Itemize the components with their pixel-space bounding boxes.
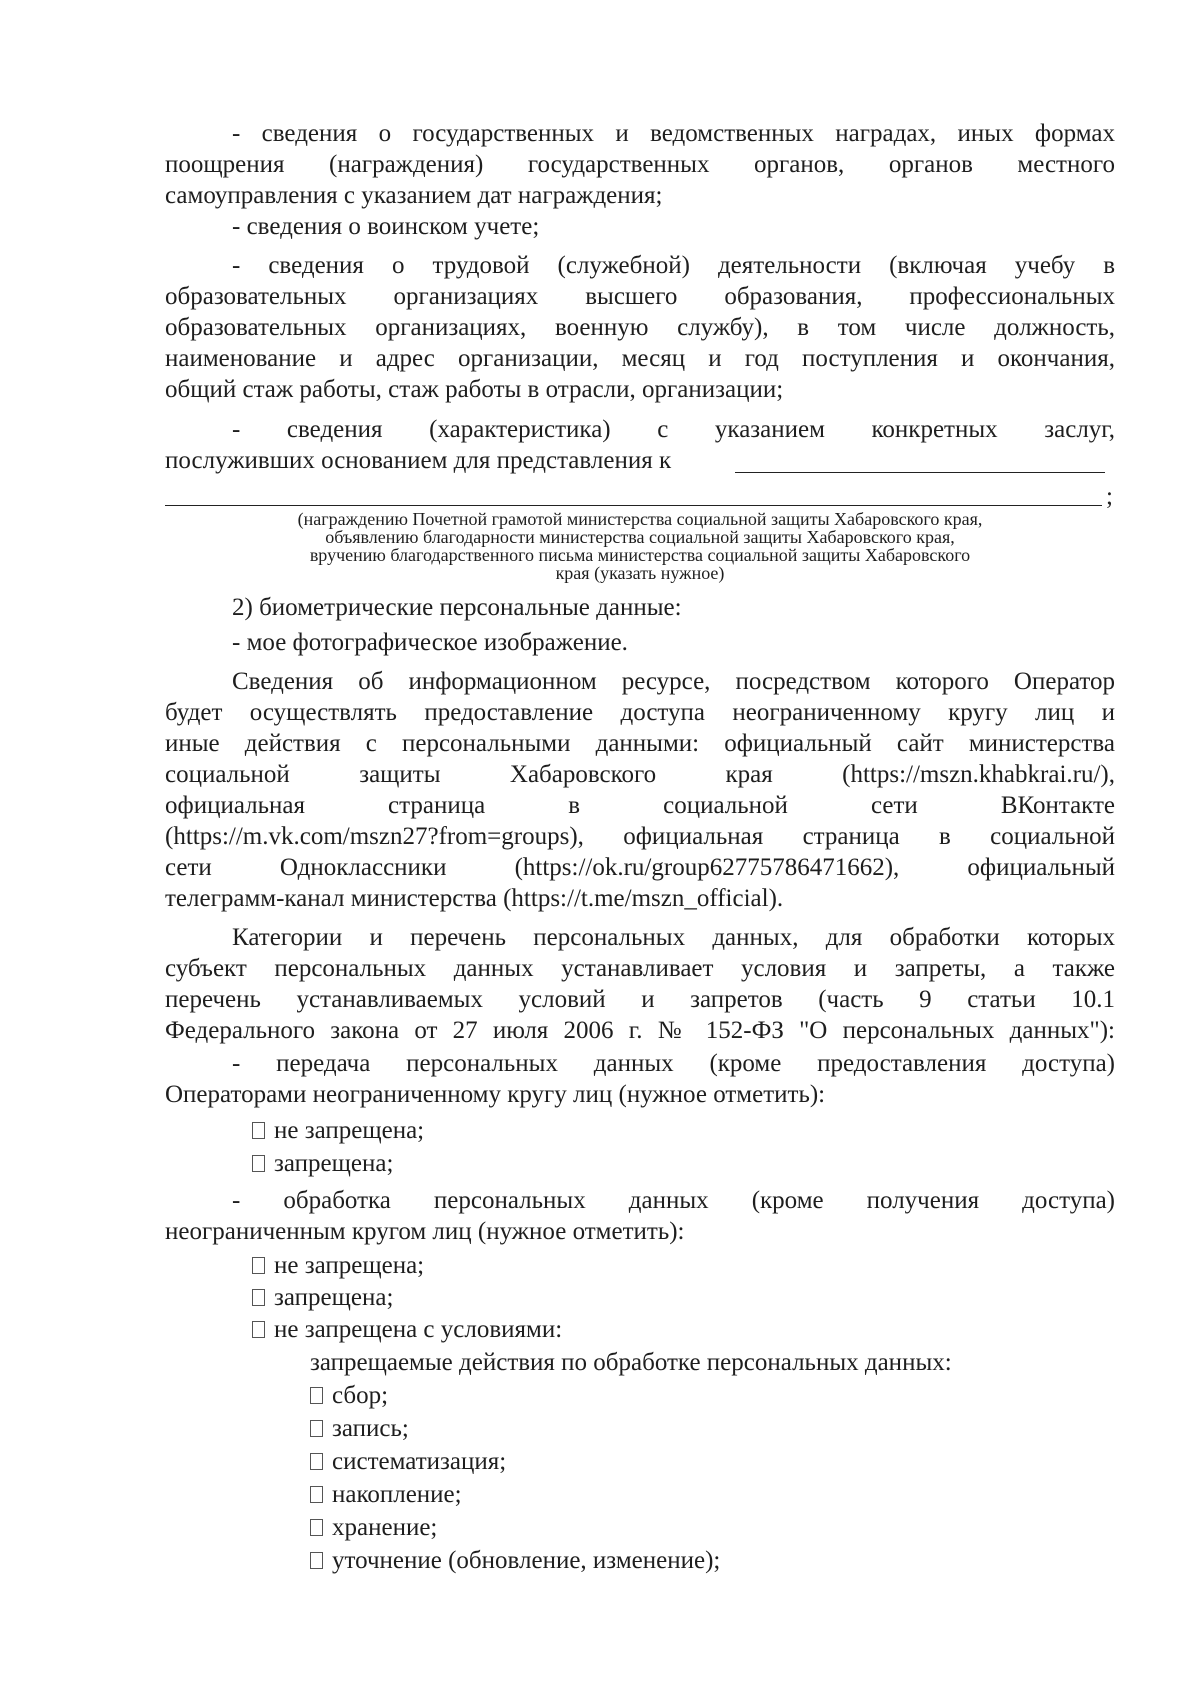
- text-line: Операторами неограниченному кругу лиц (нужное отметить):: [165, 1081, 826, 1108]
- text-line: субъект персональных данных устанавливает условия и запреты, а также: [165, 955, 1115, 982]
- text-line: - обработка персональных данных (кроме получения доступа): [232, 1187, 1115, 1214]
- text-line: будет осуществлять предоставление доступа неограниченному кругу лиц и: [165, 699, 1115, 726]
- text-line: перечень устанавливаемых условий и запретов (часть 9 статьи 10.1: [165, 986, 1115, 1013]
- option-transfer-not-prohibited[interactable]: [252, 1115, 1052, 1146]
- option-systematization[interactable]: [310, 1446, 1110, 1477]
- line-end-semicolon: ;: [1106, 483, 1113, 510]
- text-line: Категории и перечень персональных данных, для обработки которых: [232, 924, 1115, 951]
- option-label: хранение;: [332, 1514, 438, 1541]
- caption-line: края (указать нужное): [555, 563, 725, 583]
- checkbox[interactable]: [310, 1420, 323, 1437]
- text-line: послуживших основанием для представления к: [165, 447, 672, 474]
- option-label: накопление;: [332, 1481, 462, 1508]
- checkbox[interactable]: [252, 1155, 265, 1172]
- caption-line: объявлению благодарности министерства социальной защиты Хабаровского края,: [325, 527, 955, 547]
- blank-line: [735, 472, 1105, 473]
- checkbox[interactable]: [310, 1519, 323, 1536]
- text-line: Федерального закона от 27 июля 2006 г. № 152-ФЗ "О персональных данных"):: [165, 1017, 1115, 1044]
- section-heading: 2) биометрические персональные данные:: [232, 594, 682, 621]
- option-recording[interactable]: [310, 1413, 1110, 1444]
- text-line: (https://m.vk.com/mszn27?from=groups), официальная страница в социальной: [165, 823, 1115, 850]
- checkbox[interactable]: [252, 1122, 265, 1139]
- blank-line: [165, 505, 1102, 506]
- option-processing-not-prohibited[interactable]: [252, 1250, 1052, 1281]
- option-processing-conditional[interactable]: [252, 1314, 1052, 1345]
- caption-line: вручению благодарственного письма министерства социальной защиты Хабаровского: [309, 545, 971, 565]
- text-line: - передача персональных данных (кроме предоставления доступа): [232, 1050, 1115, 1077]
- option-processing-prohibited[interactable]: [252, 1282, 1052, 1313]
- checkbox[interactable]: [310, 1552, 323, 1569]
- text-line: образовательных организациях, военную службу), в том числе должность,: [165, 314, 1115, 341]
- text-line: наименование и адрес организации, месяц и год поступления и окончания,: [165, 345, 1115, 372]
- option-label: сбор;: [332, 1382, 389, 1409]
- text-line: поощрения (награждения) государственных органов, органов местного: [165, 151, 1115, 178]
- option-collection[interactable]: [310, 1380, 1110, 1411]
- option-label: уточнение (обновление, изменение);: [332, 1547, 721, 1574]
- text-line: - сведения (характеристика) с указанием конкретных заслуг,: [232, 416, 1115, 443]
- option-label: запрещена;: [274, 1284, 394, 1311]
- text-line: социальной защиты Хабаровского края (https://mszn.khabkrai.ru/),: [165, 761, 1115, 788]
- option-label: систематизация;: [332, 1448, 507, 1475]
- text-line: - сведения о воинском учете;: [232, 213, 540, 240]
- option-label: не запрещена;: [274, 1252, 425, 1279]
- checkbox[interactable]: [310, 1486, 323, 1503]
- option-transfer-prohibited[interactable]: [252, 1148, 1052, 1179]
- text-line: - мое фотографическое изображение.: [232, 629, 628, 656]
- text-line: - сведения о трудовой (служебной) деятельности (включая учебу в: [232, 252, 1115, 279]
- text-line: телеграмм-канал министерства (https://t.me/mszn_official).: [165, 885, 784, 912]
- option-label: не запрещена;: [274, 1117, 425, 1144]
- text-line: общий стаж работы, стаж работы в отрасли, организации;: [165, 376, 784, 403]
- text-line: образовательных организациях высшего образования, профессиональных: [165, 283, 1115, 310]
- option-accumulation[interactable]: [310, 1479, 1110, 1510]
- text-line: сети Одноклассники (https://ok.ru/group62775786471662), официальный: [165, 854, 1115, 881]
- text-line: самоуправления с указанием дат награждения;: [165, 182, 663, 209]
- caption-line: (награждению Почетной грамотой министерства социальной защиты Хабаровского края,: [297, 509, 983, 529]
- text-line: - сведения о государственных и ведомственных наградах, иных формах: [232, 120, 1115, 147]
- checkbox[interactable]: [252, 1289, 265, 1306]
- option-label: запись;: [332, 1415, 409, 1442]
- checkbox[interactable]: [252, 1257, 265, 1274]
- checkbox[interactable]: [310, 1387, 323, 1404]
- text-line: Сведения об информационном ресурсе, посредством которого Оператор: [232, 668, 1115, 695]
- checkbox[interactable]: [310, 1453, 323, 1470]
- text-line: официальная страница в социальной сети ВКонтакте: [165, 792, 1115, 819]
- option-clarification[interactable]: [310, 1545, 1110, 1576]
- checkbox[interactable]: [252, 1321, 265, 1338]
- option-label: не запрещена с условиями:: [274, 1316, 563, 1343]
- option-storage[interactable]: [310, 1512, 1110, 1543]
- text-line: неограниченным кругом лиц (нужное отметить):: [165, 1218, 685, 1245]
- option-label: запрещена;: [274, 1150, 394, 1177]
- text-line: иные действия с персональными данными: официальный сайт министерства: [165, 730, 1115, 757]
- prohibited-actions-heading: запрещаемые действия по обработке персональных данных:: [310, 1349, 952, 1376]
